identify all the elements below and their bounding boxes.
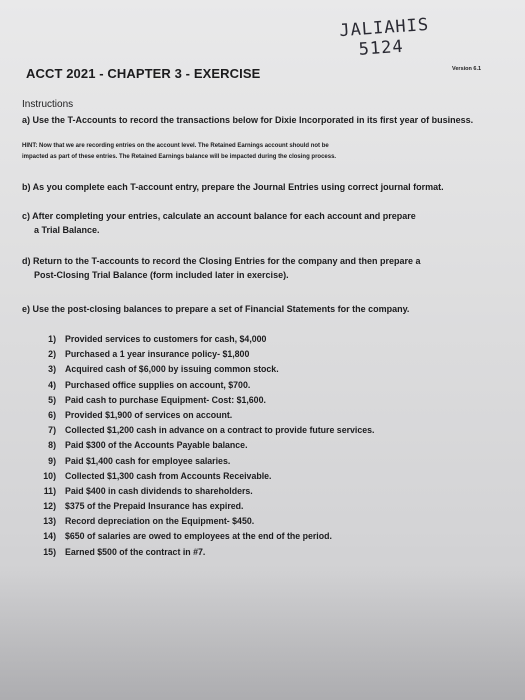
transaction-number: 12) [43, 501, 56, 512]
handwritten-date: 5124 [358, 36, 405, 60]
transaction-text: Purchased a 1 year insurance policy- $1,800 [65, 349, 250, 360]
transaction-text: Collected $1,200 cash in advance on a contract to provide future services. [65, 425, 375, 436]
transaction-number: 6) [48, 409, 56, 420]
transaction-number: 3) [48, 364, 56, 375]
hint-note [22, 141, 336, 163]
instruction-b: b) As you complete each T-account entry, prepare the Journal Entries using correct journal format. [22, 182, 444, 192]
instruction-d-line-2: Post-Closing Trial Balance (form included later in exercise). [34, 270, 289, 280]
transaction-number: 1) [48, 334, 56, 344]
instruction-d-line-1: d) Return to the T-accounts to record the Closing Entries for the company and then prepare a [22, 256, 421, 266]
transaction-text: Provided services to customers for cash, $4,000 [65, 334, 267, 344]
transaction-number: 5) [48, 394, 56, 405]
instruction-c-line-2: a Trial Balance. [34, 225, 100, 235]
instruction-c [22, 209, 416, 237]
transaction-text: Provided $1,900 of services on account. [65, 409, 233, 420]
transaction-number: 4) [48, 379, 56, 390]
transaction-number: 11) [43, 485, 56, 496]
instruction-a: a) Use the T-Accounts to record the transactions below for Dixie Incorporated in its first year of business. [22, 115, 474, 125]
transaction-text: Paid $400 in cash dividends to shareholders. [65, 485, 253, 496]
transaction-text: Earned $500 of the contract in #7. [65, 546, 206, 557]
transaction-text: Purchased office supplies on account, $700. [65, 379, 251, 390]
transaction-text: Paid cash to purchase Equipment- Cost: $1,600. [65, 394, 266, 405]
handwritten-note [339, 15, 431, 61]
transaction-text: $375 of the Prepaid Insurance has expired. [65, 501, 244, 512]
hint-line-1: HINT: Now that we are recording entries on the account level. The Retained Earnings account should not be [22, 143, 329, 149]
transaction-number: 14) [43, 531, 56, 542]
transaction-number: 13) [43, 516, 56, 527]
transaction-text: Acquired cash of $6,000 by issuing common stock. [65, 364, 279, 375]
instruction-c-line-1: c) After completing your entries, calculate an account balance for each account and prepare [22, 211, 416, 221]
page-shadow [0, 570, 525, 700]
transaction-number: 10) [43, 470, 56, 481]
transaction-number: 7) [48, 425, 56, 436]
version-label: Version 6.1 [452, 66, 482, 72]
transaction-text: Paid $300 of the Accounts Payable balance. [65, 440, 248, 451]
transaction-number: 8) [48, 440, 56, 451]
transaction-text: Paid $1,400 cash for employee salaries. [65, 455, 231, 466]
instructions-heading: Instructions [22, 99, 74, 110]
instruction-e: e) Use the post-closing balances to prepare a set of Financial Statements for the company. [22, 304, 410, 314]
transaction-text: Record depreciation on the Equipment- $450. [65, 516, 255, 527]
instruction-d [22, 254, 421, 282]
transaction-number: 2) [48, 349, 56, 360]
handwritten-name: JALIAHIS [338, 14, 430, 42]
transaction-text: Collected $1,300 cash from Accounts Receivable. [65, 470, 272, 481]
transaction-number: 15) [43, 546, 56, 557]
transaction-text: $650 of salaries are owed to employees at the end of the period. [65, 531, 332, 542]
hint-line-2: impacted as part of these entries. The Retained Earnings balance will be impacted during the closing process. [22, 154, 337, 160]
page-title: ACCT 2021 - CHAPTER 3 - EXERCISE [26, 66, 261, 81]
transaction-number: 9) [48, 455, 56, 466]
